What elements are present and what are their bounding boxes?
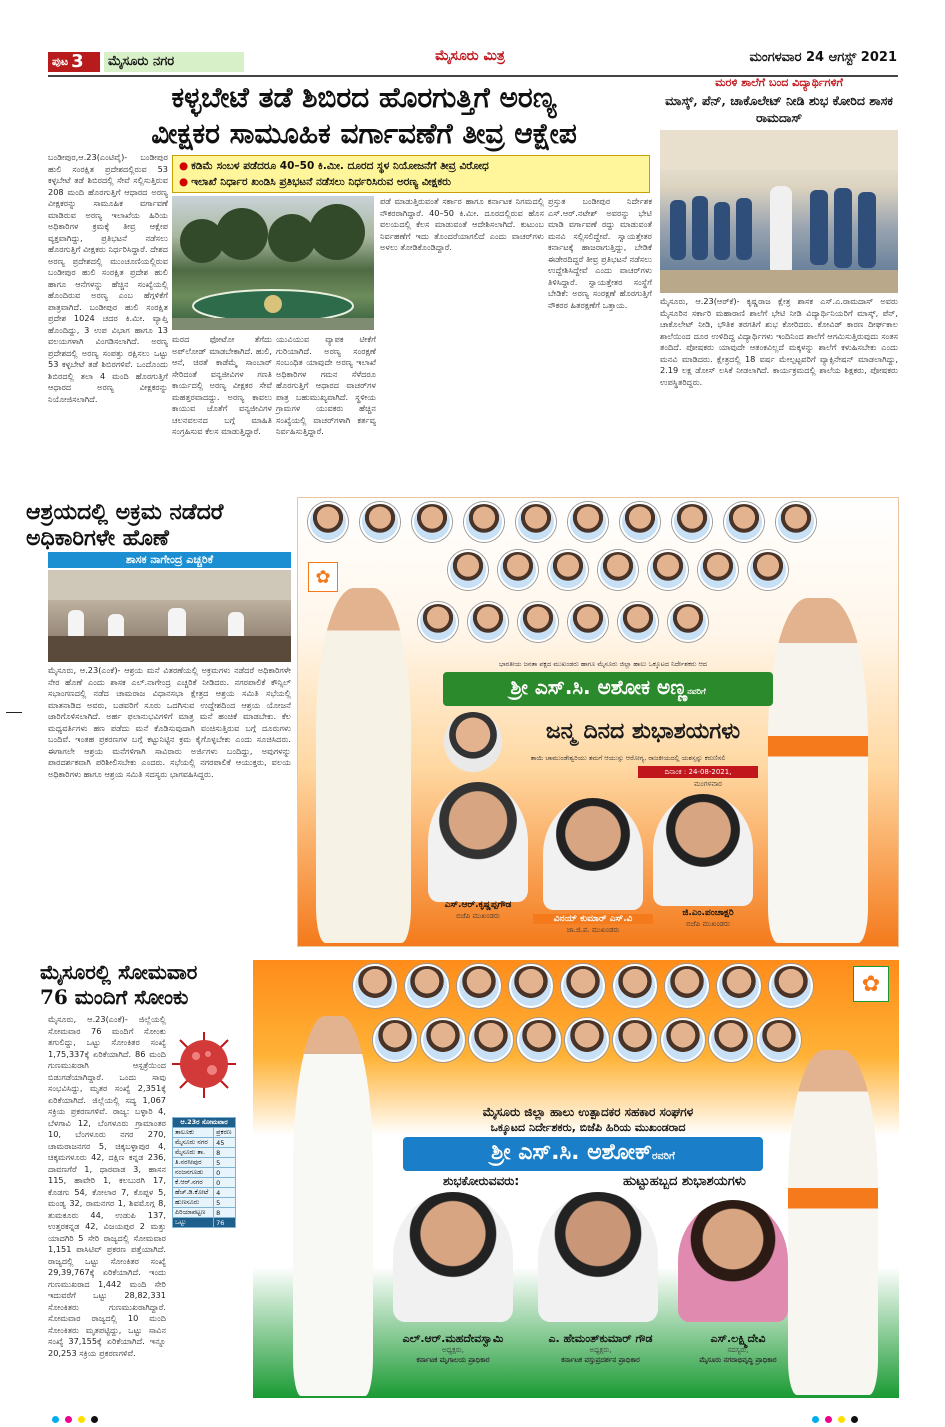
ashraya-headline bbox=[26, 499, 291, 551]
honoree-figure-left bbox=[293, 1016, 373, 1396]
meeting-photo-art bbox=[48, 570, 291, 662]
birthday-ad-1 bbox=[297, 497, 899, 947]
ad2-wisher-3-role2: ಮೈಸೂರು ನಗರಾಭಿವೃದ್ಧಿ ಪ್ರಾಧಿಕಾರ bbox=[699, 1356, 777, 1364]
magenta-dot bbox=[825, 1416, 832, 1423]
table-row bbox=[173, 1198, 236, 1208]
lead-column-3: ಮರದ ಫೋಟೋ ತೆಗೆದು ಅಪ್‌ಲೋಡ್ ಮಾಡಬೇಕಾಗಿದೆ. ಹುಲಿ, ಆನೆ, ಚಿರತೆ ಕಾಡೆಮ್ಮೆ ಸಾಂಬಾರ್ ಸೇರಿದಂತೆ ವನ್ಯಜೀವಿಗಳ ಗಣತಿ ಕಾರ್ಯದಲ್ಲಿ ಅರಣ್ಯ ವೀಕ್ಷಕರ ಸೇವೆ ಮಹತ್ತರವಾದದ್ದು. ಅರಣ್ಯ ಕಾವಲು ಕಾಯುವ ಜೊತೆಗೆ ವನ್ಯಜೀವಿಗಳ ಚಲನವಲನದ ಬಗ್ಗೆ ಮಾಹಿತಿ ಸಂಗ್ರಹಿಸುವ ಕೆಲಸ ಮಾಡುತ್ತಿದ್ದಾರೆ. bbox=[172, 334, 272, 436]
black-dot bbox=[91, 1416, 98, 1423]
leader-portrait bbox=[412, 502, 452, 542]
covid-table-head-cases: ಪ್ರಕರಣ bbox=[214, 1128, 236, 1138]
lotus-icon: ✿ bbox=[308, 562, 338, 592]
table-cell: ನಂಜನಗೂಡು bbox=[173, 1168, 214, 1178]
leader-portrait bbox=[668, 602, 708, 642]
registration-marks-right bbox=[812, 1408, 864, 1416]
page-label: ಪುಟ bbox=[52, 55, 69, 68]
lead-headline-line1: ಕಳ್ಳಬೇಟೆ ತಡೆ ಶಿಬಿರದ ಹೊರಗುತ್ತಿಗೆ ಅರಣ್ಯ bbox=[171, 81, 557, 114]
table-row bbox=[173, 1158, 236, 1168]
leader-portrait bbox=[598, 550, 638, 590]
leader-portrait bbox=[665, 964, 709, 1008]
ad2-intro1: ಮೈಸೂರು ಜಿಲ್ಲಾ ಹಾಲು ಉತ್ಪಾದಕರ ಸಹಕಾರ ಸಂಘಗಳ bbox=[482, 1105, 694, 1119]
leader-portrait bbox=[709, 1018, 753, 1062]
school-story-kicker: ಮರಳಿ ಶಾಲೆಗೆ ಬಂದ ವಿದ್ಯಾರ್ಥಿಗಳಿಗೆ bbox=[715, 76, 843, 89]
leader-portrait bbox=[648, 550, 688, 590]
leader-portrait bbox=[757, 1018, 801, 1062]
wisher-portrait-2 bbox=[543, 798, 643, 910]
virus-image bbox=[168, 1014, 240, 1114]
ad2-name bbox=[403, 1140, 763, 1165]
table-cell: ಹುಣಸೂರು bbox=[173, 1198, 214, 1208]
ad1-name-suffix: ನವರಿಗೆ bbox=[687, 687, 706, 696]
ashraya-kicker: ಶಾಸಕ ನಾಗೇಂದ್ರ ಎಚ್ಚರಿಕೆ bbox=[48, 552, 291, 568]
ad2-wisher-2-role1: ಅಧ್ಯಕ್ಷರು, bbox=[589, 1346, 612, 1354]
leader-portrait bbox=[498, 550, 538, 590]
table-cell: ಕೆ.ಆರ್.ನಗರ bbox=[173, 1178, 214, 1188]
registration-marks-left bbox=[52, 1408, 104, 1416]
ad1-day: ಮಂಗಳವಾರ bbox=[693, 780, 722, 788]
leader-figure-left bbox=[316, 588, 411, 943]
yellow-dot bbox=[838, 1416, 845, 1423]
wisher-portrait-1 bbox=[428, 782, 528, 902]
leader-portrait bbox=[698, 550, 738, 590]
ad1-wisher-1-name: ಎಸ್.ಆರ್.ಕೃಷ್ಣಪ್ಪಗೌಡ bbox=[444, 900, 512, 910]
ad1-wisher-1-role: ಬಿಜೆಪಿ ಮುಖಂಡರು bbox=[456, 912, 500, 920]
table-cell: 0 bbox=[214, 1178, 236, 1188]
margin-mark bbox=[6, 712, 22, 713]
table-cell: ಪಿರಿಯಾಪಟ್ಟಣ bbox=[173, 1208, 214, 1218]
table-cell: 4 bbox=[214, 1188, 236, 1198]
lead-column-6: ಪ್ರಸ್ತುತ ಬಂಡೀಪುರ ನಿರ್ದೇಶಕ ಎಸ್.ಆರ್.ನಟೇಶ್ ಅವರನ್ನು ಭೇಟಿ ಮಾಡಿ ವರ್ಗಾವಣೆ ರದ್ದು ಮಾಡುವಂತೆ ಮನವಿ ಸಲ್ಲಿಸಲಿದ್ದೇವೆ. ಸ್ವಾಯತ್ತೇತರ ಕರ್ನಾಟಕ್ಕೆ ಹಾಜರಾಗುತ್ತಿದ್ದು, ಬೇಡಿಕೆ ಈಡೇರದಿದ್ದರೆ ತೀವ್ರ ಪ್ರತಿಭಟನೆ ನಡೆಸಲು ಉದ್ದೇಶಿಸಿದ್ದೇವೆ ಎಂದು ವಾಚರ್‌ಗಳು ತಿಳಿಸಿದ್ದಾರೆ. ಸ್ವಾಯತ್ತೇತರ ಸಂಸ್ಥೆಗೆ ಬೇಡಿಕೆ: ಅರಣ್ಯ ಸಂರಕ್ಷಣೆ ಹೊರಗುತ್ತಿಗೆ ನೌಕರರ ಹಿತರಕ್ಷಣೆಗೆ ಒತ್ತಾಯ. bbox=[548, 196, 652, 310]
ad2-intro2: ಒಕ್ಕೂಟದ ನಿರ್ದೇಶಕರು, ಬಿಜೆಪಿ ಹಿರಿಯ ಮುಖಂಡರಾದ bbox=[490, 1121, 686, 1134]
leader-portrait bbox=[613, 964, 657, 1008]
table-row bbox=[173, 1148, 236, 1158]
covid-body-mid bbox=[48, 1122, 168, 1252]
lead-column-5: ಪಡೆ ಮಾಡುತ್ತಿರುವಂತೆ ಸರ್ಕಾರ ಹಾಗೂ ಕರ್ನಾಟಕ ನಿಗಮದಲ್ಲಿ ನೌಕರರಾಗಿದ್ದಾರೆ. 40–50 ಕಿ.ಮೀ. ದೂರದಲ್ಲಿರುವ ಹೊಸ ವಲಯದಲ್ಲಿ ಕೆಲಸ ಮಾಡುವಂತೆ ಆದೇಶಿಸಲಾಗಿದೆ. ಕುಟುಂಬ ನಿರ್ವಹಣೆಗೆ ಇದು ತೊಂದರೆಯಾಗಲಿದೆ ಎಂದು ವಾಚರ್‌ಗಳು ಅಳಲು ತೋಡಿಕೊಂಡಿದ್ದಾರೆ. bbox=[380, 196, 544, 252]
leader-portrait bbox=[418, 602, 458, 642]
school-visit-photo bbox=[660, 130, 898, 293]
birthday-ad-2 bbox=[253, 960, 899, 1398]
wisher-portrait-2 bbox=[538, 1192, 658, 1322]
table-cell: 76 bbox=[214, 1218, 236, 1228]
ad2-wisher-1-role1: ಅಧ್ಯಕ್ಷರು, bbox=[441, 1346, 465, 1354]
ad2-greeting: ಹುಟ್ಟುಹಬ್ಬದ ಶುಭಾಶಯಗಳು bbox=[623, 1174, 746, 1189]
table-cell: 8 bbox=[214, 1208, 236, 1218]
ad2-name-suffix: ರವರಿಗೆ bbox=[652, 1151, 675, 1162]
covid-headline bbox=[40, 960, 250, 1010]
lead-subhead-2: ● ಇಲಾಖೆ ನಿರ್ಧಾರ ಖಂಡಿಸಿ ಪ್ರತಿಭಟನೆ ನಡೆಸಲು ನಿರ್ಧರಿಸಿರುವ ಅರಣ್ಯ ವೀಕ್ಷಕರು bbox=[179, 176, 451, 188]
covid-table-head-taluk: ತಾಲೂಕು bbox=[173, 1128, 214, 1138]
covid-body-bottom bbox=[48, 1255, 240, 1400]
wisher-portrait-1 bbox=[393, 1192, 513, 1322]
lead-subhead-2-text: ಇಲಾಖೆ ನಿರ್ಧಾರ ಖಂಡಿಸಿ ಪ್ರತಿಭಟನೆ ನಡೆಸಲು ನಿರ್ಧರಿಸಿರುವ ಅರಣ್ಯ ವೀಕ್ಷಕರು bbox=[191, 176, 451, 188]
leader-portrait bbox=[776, 502, 816, 542]
table-row bbox=[173, 1188, 236, 1198]
leader-portrait bbox=[353, 964, 397, 1008]
table-row bbox=[173, 1208, 236, 1218]
leader-portrait bbox=[717, 964, 761, 1008]
magenta-dot bbox=[65, 1416, 72, 1423]
ad1-wisher-2-role: ಜಾ.ಜಿ.ಪ. ಮುಖಂಡರು bbox=[566, 926, 620, 934]
ad2-wisher-1-name: ಎಲ್.ಆರ್.ಮಹದೇವಸ್ವಾಮಿ bbox=[402, 1332, 504, 1345]
leader-portrait bbox=[360, 502, 400, 542]
page-number: 3 bbox=[71, 51, 84, 72]
table-cell: 5 bbox=[214, 1198, 236, 1208]
leader-portrait bbox=[748, 550, 788, 590]
leader-portrait bbox=[565, 1018, 609, 1062]
wisher-portrait-3 bbox=[653, 794, 753, 906]
covid-body-top bbox=[48, 1014, 166, 1358]
section-name: ಮೈಸೂರು ನಗರ bbox=[104, 52, 244, 72]
honoree-figure bbox=[768, 598, 868, 943]
ad1-name bbox=[443, 675, 773, 699]
covid-headline-line2: 76 ಮಂದಿಗೆ ಸೋಂಕು bbox=[40, 985, 189, 1009]
wisher-portrait-3 bbox=[678, 1200, 788, 1322]
leader-portrait bbox=[620, 502, 660, 542]
leader-portrait bbox=[517, 1018, 561, 1062]
ad2-wisher-1-role2: ಕರ್ನಾಟಕ ಮೃಗಾಲಯ ಪ್ರಾಧಿಕಾರ bbox=[416, 1356, 490, 1364]
ad1-name-text: ಶ್ರೀ ಎಸ್.ಸಿ. ಅಶೋಕ ಅಣ್ಣ bbox=[510, 675, 688, 699]
ad1-wish: ತಾಯಿ ಚಾಮುಂಡೇಶ್ವರಿಯು ತಮಗೆ ಆಯುಸ್ಸು ಆರೋಗ್ಯ, ರಾಜಕೀಯದಲ್ಲಿ ಯಶಸ್ಸನ್ನು ಕರುಣಿಸಲಿ bbox=[530, 754, 726, 762]
forest-camp-photo-art bbox=[172, 196, 374, 330]
lotus-icon: ✿ bbox=[853, 966, 889, 1002]
ad1-wisher-2-name: ವಿನಯ್ ಕುಮಾರ್ ಎಸ್.ವಿ bbox=[533, 914, 653, 924]
leader-portrait bbox=[457, 964, 501, 1008]
leader-portrait bbox=[518, 602, 558, 642]
lead-subhead-1-text: ಕಡಿಮೆ ಸಂಬಳ ಪಡೆದರೂ 40–50 ಕಿ.ಮೀ. ದೂರದ ಸ್ಥಳ ನಿಯೋಜನೆಗೆ ತೀವ್ರ ವಿರೋಧ bbox=[191, 160, 489, 172]
issue-date: ಮಂಗಳವಾರ 24 ಆಗಸ್ಟ್ 2021 bbox=[749, 50, 897, 65]
leader-portrait bbox=[568, 602, 608, 642]
lead-headline bbox=[80, 80, 648, 152]
leader-portrait bbox=[724, 502, 764, 542]
ad2-wisher-2-name: ಎ. ಹೇಮಂತ್‌ಕುಮಾರ್ ಗೌಡ bbox=[548, 1332, 653, 1345]
ad2-name-text: ಶ್ರೀ ಎಸ್.ಸಿ. ಅಶೋಕ್ bbox=[491, 1140, 653, 1165]
table-cell: 0 bbox=[214, 1168, 236, 1178]
forest-camp-photo bbox=[172, 196, 374, 330]
ad2-wishers-label: ಶುಭಕೋರುವವರು: bbox=[443, 1174, 520, 1188]
black-dot bbox=[851, 1416, 858, 1423]
leader-portrait bbox=[516, 502, 556, 542]
ad1-greeting: ಜನ್ಮ ದಿನದ ಶುಭಾಶಯಗಳು bbox=[545, 718, 741, 744]
covid-taluk-table bbox=[172, 1117, 236, 1228]
covid-table-header bbox=[173, 1128, 236, 1138]
school-visit-photo-art bbox=[660, 130, 898, 293]
school-story-body: ಮೈಸೂರು, ಆ.23(ಆರ್‌ಕೆ)- ಕೃಷ್ಣರಾಜ ಕ್ಷೇತ್ರ ಶಾಸಕ ಎಸ್.ಎ.ರಾಮದಾಸ್ ಅವರು ಮೈಸೂರಿನ ಸರ್ಕಾರಿ ಮಹಾರಾಣಿ ಶಾಲೆಗೆ ಭೇಟಿ ನೀಡಿ ವಿದ್ಯಾರ್ಥಿನಿಯರಿಗೆ ಮಾಸ್ಕ್, ಪೆನ್, ಚಾಕೊಲೇಟ್ ನೀಡಿ, ಭೌತಿಕ ತರಗತಿಗೆ ಶುಭ ಕೋರಿದರು. ಕೋವಿಡ್ ಕಾರಣ ದೀರ್ಘಕಾಲ ಶಾಲೆಯಿಂದ ದೂರ ಉಳಿದಿದ್ದ ವಿದ್ಯಾರ್ಥಿಗಳು ಇಂದಿನಿಂದ ಶಾಲೆಗೆ ಆಗಮಿಸುತ್ತಿರುವುದು ಸಂತಸ ತಂದಿದೆ. ಪೋಷಕರು ಯಾವುದೇ ಆತಂಕವಿಲ್ಲದೆ ಮಕ್ಕಳನ್ನು ಶಾಲೆಗೆ ಕಳುಹಿಸಬೇಕು ಎಂದು ಮನವಿ ಮಾಡಿದರು. ಕ್ಷೇತ್ರದಲ್ಲಿ 18 ವರ್ಷ ಮೇಲ್ಪಟ್ಟವರಿಗೆ ವ್ಯಾಕ್ಸಿನೇಷನ್ ಮಾಡಲಾಗಿದ್ದು, 2.19 ಲಕ್ಷ ಡೋಸ್ ಲಸಿಕೆ ನೀಡಲಾಗಿದೆ. ಕಾರ್ಯಕ್ರಮದಲ್ಲಿ ಶಾಲೆಯ ಶಿಕ್ಷಕರು, ಪೋಷಕರು ಉಪಸ್ಥಿತರಿದ್ದರು. bbox=[660, 296, 898, 387]
ashraya-headline-line1: ಆಶ್ರಯದಲ್ಲಿ ಅಕ್ರಮ ನಡೆದರೆ bbox=[26, 499, 224, 525]
ashraya-body: ಮೈಸೂರು, ಆ.23(ಎಂಕೆ)- ಆಶ್ರಯ ಮನೆ ವಿತರಣೆಯಲ್ಲಿ ಅಕ್ರಮಗಳು ನಡೆದರೆ ಅಧಿಕಾರಿಗಳೇ ನೇರ ಹೊಣೆ ಎಂದು ಶಾಸಕ ಎಲ್.ನಾಗೇಂದ್ರ ಎಚ್ಚರಿಕೆ ನೀಡಿದರು. ನಗರಪಾಲಿಕೆ ಕೌನ್ಸಿಲ್ ಸಭಾಂಗಣದಲ್ಲಿ ನಡೆದ ಚಾಮರಾಜ ವಿಧಾನಸಭಾ ಕ್ಷೇತ್ರದ ಆಶ್ರಯ ಸಮಿತಿ ಸಭೆಯಲ್ಲಿ ಮಾತನಾಡಿದ ಅವರು, ಬಡವರಿಗೆ ಸೂರು ಒದಗಿಸುವ ಉದ್ದೇಶದಿಂದ ಆಶ್ರಯ ಯೋಜನೆ ಜಾರಿಗೊಳಿಸಲಾಗಿದೆ. ಅರ್ಹ ಫಲಾನುಭವಿಗಳಿಗೆ ಮಾತ್ರ ಮನೆ ಹಂಚಿಕೆ ಮಾಡಬೇಕು. ಕೆಲ ಮಧ್ಯವರ್ತಿಗಳು ಹಣ ಪಡೆದು ಮನೆ ಕೊಡಿಸುವುದಾಗಿ ವಂಚಿಸುತ್ತಿರುವ ಬಗ್ಗೆ ದೂರುಗಳು ಬಂದಿವೆ. ಇಂತಹ ಪ್ರಕರಣಗಳ ಬಗ್ಗೆ ಕಟ್ಟುನಿಟ್ಟಿನ ಕ್ರಮ ಕೈಗೊಳ್ಳಬೇಕು ಎಂದು ಸೂಚಿಸಿದರು. ಈಗಾಗಲೇ ಆಶ್ರಯ ಮನೆಗಳಿಗಾಗಿ ಸಾವಿರಾರು ಅರ್ಜಿಗಳು ಬಂದಿದ್ದು, ಅವುಗಳನ್ನು ಪಾರದರ್ಶಕವಾಗಿ ಪರಿಶೀಲಿಸಬೇಕು ಎಂದರು. ಸಭೆಯಲ್ಲಿ ನಗರಪಾಲಿಕೆ ಆಯುಕ್ತರು, ವಲಯ ಅಧಿಕಾರಿಗಳು ಹಾಗೂ ಆಶ್ರಯ ಸಮಿತಿ ಸದಸ್ಯರು ಭಾಗವಹಿಸಿದ್ದರು. bbox=[48, 665, 291, 779]
ad2-wisher-3-name: ಎಸ್.ಲಕ್ಷ್ಮಿದೇವಿ bbox=[710, 1332, 766, 1345]
covid-body-text: ಮೈಸೂರು, ಆ.23(ಎಂಕೆ)- ಜಿಲ್ಲೆಯಲ್ಲಿ ಸೋಮವಾರ 76 ಮಂದಿಗೆ ಸೋಂಕು ತಗುಲಿದ್ದು, ಒಟ್ಟು ಸೋಂಕಿತರ ಸಂಖ್ಯೆ 1,75,337ಕ್ಕೆ ಏರಿಕೆಯಾಗಿದೆ. 86 ಮಂದಿ ಗುಣಮುಖರಾಗಿ ಆಸ್ಪತ್ರೆಯಿಂದ ಬಿಡುಗಡೆಯಾಗಿದ್ದಾರೆ. ಒಂದು ಸಾವು ಸಂಭವಿಸಿದ್ದು, ಮೃತರ ಸಂಖ್ಯೆ 2,351ಕ್ಕೆ ಏರಿಕೆಯಾಗಿದೆ. ಜಿಲ್ಲೆಯಲ್ಲಿ ಸದ್ಯ 1,067 ಸಕ್ರಿಯ ಪ್ರಕರಣಗಳಿವೆ. ರಾಜ್ಯ: ಬಳ್ಳಾರಿ 4, ಬೆಳಗಾವಿ 12, ಬೆಂಗಳೂರು ಗ್ರಾಮಾಂತರ 10, ಬೆಂಗಳೂರು ನಗರ 270, ಚಾಮರಾಜನಗರ 5, ಚಿಕ್ಕಬಳ್ಳಾಪುರ 4, ಚಿಕ್ಕಮಗಳೂರು 42, ದಕ್ಷಿಣ ಕನ್ನಡ 236, ದಾವಣಗೆರೆ 1, ಧಾರವಾಡ 3, ಹಾಸನ 115, ಹಾವೇರಿ 1, ಕಲಬುರಗಿ 17, ಕೊಡಗು 54, ಕೋಲಾರ 7, ಕೊಪ್ಪಳ 5, ಮಂಡ್ಯ 32, ರಾಮನಗರ 1, ಶಿವಮೊಗ್ಗ 8, ತುಮಕೂರು 44, ಉಡುಪಿ 137, ಉತ್ತರಕನ್ನಡ 42, ವಿಜಯಪುರ 2 ಮತ್ತು ಯಾದಗಿರಿ 5 ಸೇರಿ ರಾಜ್ಯದಲ್ಲಿ ಸೋಮವಾರ 1,151 ಪಾಸಿಟಿವ್ ಪ್ರಕರಣ ಪತ್ತೆಯಾಗಿದೆ. ರಾಜ್ಯದಲ್ಲಿ ಒಟ್ಟು ಸೋಂಕಿತರ ಸಂಖ್ಯೆ 29,39,767ಕ್ಕೆ ಏರಿಕೆಯಾಗಿದೆ. ಇಂದು ಗುಣಮುಖರಾದ 1,442 ಮಂದಿ ಸೇರಿ ಇದುವರೆಗೆ ಒಟ್ಟು 28,82,331 ಸೋಂಕಿತರು ಗುಣಮುಖರಾಗಿದ್ದಾರೆ. ಸೋಮವಾರ ರಾಜ್ಯದಲ್ಲಿ 10 ಮಂದಿ ಸೋಂಕಿತರು ಮೃತಪಟ್ಟಿದ್ದು, ಒಟ್ಟು ಸಾವಿನ ಸಂಖ್ಯೆ 37,155ಕ್ಕೆ ಏರಿಕೆಯಾಗಿದೆ. ಇನ್ನೂ 20,253 ಸಕ್ರಿಯ ಪ್ರಕರಣಗಳಿವೆ. bbox=[48, 1014, 166, 1358]
leader-portrait bbox=[308, 502, 348, 542]
ad2-wisher-2-role2: ಕರ್ನಾಟಕ ವಸ್ತುಪ್ರದರ್ಶನ ಪ್ರಾಧಿಕಾರ bbox=[561, 1356, 640, 1364]
lead-column-1: ಬಂಡೀಪುರ,ಆ.23(ಎಂಟಿವೈ)- ಬಂಡೀಪುರ ಹುಲಿ ಸಂರಕ್ಷಿತ ಪ್ರದೇಶದಲ್ಲಿರುವ 53 ಕಳ್ಳಬೇಟೆ ತಡೆ ಶಿಬಿರದಲ್ಲಿ ಸೇವೆ ಸಲ್ಲಿಸುತ್ತಿರುವ 208 ಮಂದಿ ಹೊರಗುತ್ತಿಗೆ ಆಧಾರದ ಅರಣ್ಯ ವೀಕ್ಷಕರನ್ನು ಸಾಮೂಹಿಕ ವರ್ಗಾವಣೆ ಮಾಡಿರುವ ಅರಣ್ಯ ಇಲಾಖೆಯ ಹಿರಿಯ ಅಧಿಕಾರಿಗಳ ಕ್ರಮಕ್ಕೆ ತೀವ್ರ ಆಕ್ಷೇಪ ವ್ಯಕ್ತವಾಗಿದ್ದು, ಪ್ರತಿಭಟನೆ ನಡೆಸಲು ಹೊರಗುತ್ತಿಗೆ ವೀಕ್ಷಕರು ನಿರ್ಧರಿಸಿದ್ದಾರೆ. ದೇಶದ ಅರಣ್ಯ ಪ್ರದೇಶದಲ್ಲಿ ಮುಂಚೂಣಿಯಲ್ಲಿರುವ ಬಂಡೀಪುರ ಹುಲಿ ಸಂರಕ್ಷಿತ ಪ್ರದೇಶ ಹುಲಿ ಹಾಗೂ ಆನೆಗಳನ್ನು ಹೆಚ್ಚಿನ ಸಂಖ್ಯೆಯಲ್ಲಿ ಹೊಂದಿರುವ ಅರಣ್ಯ ಎಂಬ ಹೆಗ್ಗಳಿಕೆಗೆ ಪಾತ್ರವಾಗಿದೆ. ಬಂಡೀಪುರ ಹುಲಿ ಸಂರಕ್ಷಿತ ಪ್ರದೇಶ 1024 ಚದರ ಕಿ.ಮೀ. ವ್ಯಾಪ್ತಿ ಹೊಂದಿದ್ದು, 3 ಉಪ ವಿಭಾಗ ಹಾಗೂ 13 ವಲಯಗಳಾಗಿ ವಿಂಗಡಿಸಲಾಗಿದೆ. ಅರಣ್ಯ ಪ್ರದೇಶದಲ್ಲಿ ಅರಣ್ಯ ಸಂಪತ್ತು ರಕ್ಷಿಸಲು ಒಟ್ಟು 53 ಕಳ್ಳಬೇಟೆ ತಡೆ ಶಿಬಿರಗಳಿವೆ. ಒಂದೊಂದು ಶಿಬಿರದಲ್ಲಿ ತಲಾ 4 ಮಂದಿ ಹೊರಗುತ್ತಿಗೆ ಆಧಾರದ ಅರಣ್ಯ ವೀಕ್ಷಕರನ್ನು ನಿಯೋಜಿಸಲಾಗಿದೆ. bbox=[48, 152, 168, 404]
table-cell: 5 bbox=[214, 1158, 236, 1168]
school-story-headline: ಮಾಸ್ಕ್, ಪೆನ್, ಚಾಕೊಲೇಟ್ ನೀಡಿ ಶುಭ ಕೋರಿದ ಶಾಸಕ ರಾಮದಾಸ್ bbox=[665, 93, 893, 125]
leader-portrait bbox=[661, 1018, 705, 1062]
leader-portrait bbox=[509, 964, 553, 1008]
leader-portrait bbox=[561, 964, 605, 1008]
leader-portrait bbox=[613, 1018, 657, 1062]
table-cell: ಮೈಸೂರು ತಾ. bbox=[173, 1148, 214, 1158]
lead-subheads bbox=[172, 155, 650, 193]
covid-headline-line1: ಮೈಸೂರಲ್ಲಿ ಸೋಮವಾರ bbox=[40, 960, 198, 984]
ashraya-headline-line2: ಅಧಿಕಾರಿಗಳೇ ಹೊಣೆ bbox=[26, 525, 169, 551]
covid-table-title: ಆ.23ರ ಸೋಮವಾರ bbox=[173, 1118, 236, 1128]
ad1-wisher-3-name: ಜಿ.ಎಂ.ಪಂಚಾಕ್ಷರಿ bbox=[682, 908, 734, 918]
leader-portrait bbox=[568, 502, 608, 542]
cyan-dot bbox=[812, 1416, 819, 1423]
leader-portrait bbox=[448, 550, 488, 590]
leader-portrait bbox=[618, 602, 658, 642]
masthead: ಮೈಸೂರು ಮಿತ್ರ bbox=[435, 48, 505, 64]
leader-portrait bbox=[373, 1018, 417, 1062]
leader-portrait bbox=[464, 502, 504, 542]
honoree-portrait bbox=[444, 712, 502, 772]
table-cell: ಒಟ್ಟು bbox=[173, 1218, 214, 1228]
table-cell: 45 bbox=[214, 1138, 236, 1148]
leader-portrait bbox=[769, 964, 813, 1008]
table-cell: ತಿ.ನರಸೀಪುರ bbox=[173, 1158, 214, 1168]
table-cell: 8 bbox=[214, 1148, 236, 1158]
lead-headline-line2: ವೀಕ್ಷಕರ ಸಾಮೂಹಿಕ ವರ್ಗಾವಣೆಗೆ ತೀವ್ರ ಆಕ್ಷೇಪ bbox=[151, 117, 577, 150]
table-row-total bbox=[173, 1218, 236, 1228]
table-row bbox=[173, 1168, 236, 1178]
yellow-dot bbox=[78, 1416, 85, 1423]
virus-icon bbox=[168, 1014, 240, 1114]
ad1-date: ದಿನಾಂಕ : 24-08-2021, bbox=[638, 766, 758, 778]
leader-portrait bbox=[672, 502, 712, 542]
meeting-photo bbox=[48, 570, 291, 662]
table-cell: ಹೆಚ್.ಡಿ.ಕೋಟೆ bbox=[173, 1188, 214, 1198]
leader-portrait bbox=[468, 602, 508, 642]
table-row bbox=[173, 1138, 236, 1148]
leader-portrait bbox=[421, 1018, 465, 1062]
ad1-intro: ಭಾರತೀಯ ಜನತಾ ಪಕ್ಷದ ಮುಖಂಡರು ಹಾಗೂ ಮೈಸೂರು ಜಿಲ್ಲಾ ಹಾಲು ಒಕ್ಕೂಟದ ನಿರ್ದೇಶಕರು ಆದ bbox=[499, 660, 707, 668]
ad1-wisher-3-role: ಬಿಜೆಪಿ ಮುಖಂಡರು bbox=[686, 920, 730, 928]
leader-portrait bbox=[405, 964, 449, 1008]
lead-column-4: ಯುವಿಯುವ ವ್ಯಾಪಕ ಟೀಕೆಗೆ ಗುರಿಯಾಗಿದೆ. ಅರಣ್ಯ ಸಂರಕ್ಷಣೆ ಸಂಬಂಧಿತ ಯಾವುದೇ ಅರಣ್ಯ ಇಲಾಖೆ ಅಧಿಕಾರಿಗಳ ಗಮನ ಸೆಳೆದರೂ ಹೊರಗುತ್ತಿಗೆ ಆಧಾರದ ವಾಚರ್‌ಗಳ ಪಾತ್ರ ಬಹುಮುಖ್ಯವಾಗಿದೆ. ಸ್ಥಳೀಯ ಗ್ರಾಮಗಳ ಯುವಕರು ಹೆಚ್ಚಿನ ಸಂಖ್ಯೆಯಲ್ಲಿ ವಾಚರ್‌ಗಳಾಗಿ ಕರ್ತವ್ಯ ನಿರ್ವಹಿಸುತ್ತಿದ್ದಾರೆ. bbox=[276, 334, 376, 436]
page-number-badge bbox=[48, 52, 100, 72]
table-row bbox=[173, 1178, 236, 1188]
lead-subhead-1: ● ಕಡಿಮೆ ಸಂಬಳ ಪಡೆದರೂ 40–50 ಕಿ.ಮೀ. ದೂರದ ಸ್ಥಳ ನಿಯೋಜನೆಗೆ ತೀವ್ರ ವಿರೋಧ bbox=[179, 160, 489, 172]
leader-portrait bbox=[469, 1018, 513, 1062]
ad2-wisher-3-role1: ಸದಸ್ಯರು, bbox=[727, 1346, 749, 1354]
table-cell: ಮೈಸೂರು ನಗರ bbox=[173, 1138, 214, 1148]
cyan-dot bbox=[52, 1416, 59, 1423]
leader-portrait bbox=[548, 550, 588, 590]
